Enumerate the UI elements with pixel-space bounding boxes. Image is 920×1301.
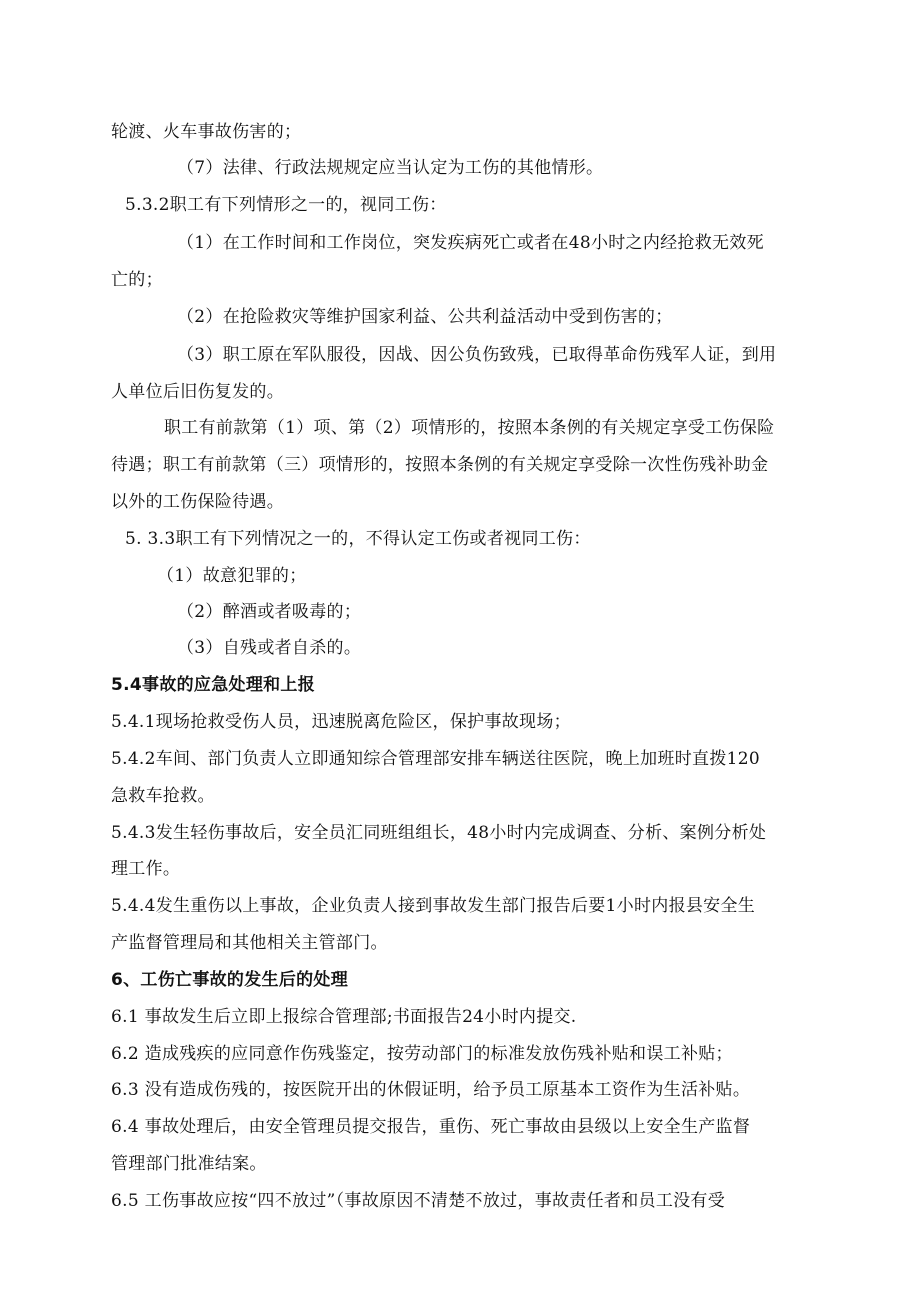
- text-line: 轮渡、火车事故伤害的；: [111, 122, 302, 142]
- text-line: 5.4.3发生轻伤事故后，安全员汇同班组组长，48小时内完成调查、分析、案例分析处: [111, 823, 767, 843]
- text-line: 6.5 工伤事故应按“四不放过”（事故原因不清楚不放过，事故责任者和员工没有受: [111, 1191, 726, 1211]
- text-line: 5.3.2职工有下列情形之一的，视同工伤：: [125, 195, 447, 215]
- text-line: 理工作。: [111, 859, 181, 879]
- text-line: 5.4.4发生重伤以上事故，企业负责人接到事故发生部门报告后要1小时内报县安全生: [111, 896, 756, 916]
- text-line: 6.2 造成残疾的应同意作伤残鉴定，按劳动部门的标准发放伤残补贴和误工补贴；: [111, 1044, 733, 1064]
- text-line: （2）醉酒或者吸毒的；: [177, 602, 362, 622]
- text-line: （2）在抢险救灾等维护国家利益、公共利益活动中受到伤害的；: [177, 307, 673, 327]
- text-line: 待遇；职工有前款第（三）项情形的，按照本条例的有关规定享受除一次性伤残补助金: [111, 455, 769, 475]
- text-line: 管理部门批准结案。: [111, 1154, 267, 1174]
- text-line: 急救车抢救。: [111, 786, 215, 806]
- text-line: 6.3 没有造成伤残的，按医院开出的休假证明，给予员工原基本工资作为生活补贴。: [111, 1080, 751, 1100]
- text-line: 5.4.2车间、部门负责人立即通知综合管理部安排车辆送往医院，晚上加班时直拨120: [111, 749, 761, 769]
- text-line: 亡的；: [111, 270, 163, 290]
- section-heading: 6、工伤亡事故的发生后的处理: [111, 970, 349, 990]
- text-line: 6.1 事故发生后立即上报综合管理部;书面报告24小时内提交.: [111, 1007, 577, 1027]
- text-line: 以外的工伤保险待遇。: [111, 492, 284, 512]
- text-line: 5.4.1现场抢救受伤人员，迅速脱离危险区，保护事故现场；: [111, 712, 571, 732]
- text-line: （7）法律、行政法规规定应当认定为工伤的其他情形。: [177, 158, 604, 178]
- text-line: 人单位后旧伤复发的。: [111, 382, 284, 402]
- text-line: 5. 3.3职工有下列情况之一的，不得认定工伤或者视同工伤：: [125, 529, 591, 549]
- text-line: （3）职工原在军队服役，因战、因公负伤致残，已取得革命伤残军人证，到用: [177, 345, 777, 365]
- text-line: 6.4 事故处理后，由安全管理员提交报告，重伤、死亡事故由县级以上安全生产监督: [111, 1117, 751, 1137]
- text-line: （1）故意犯罪的；: [157, 566, 307, 586]
- text-line: （1）在工作时间和工作岗位，突发疾病死亡或者在48小时之内经抢救无效死: [177, 233, 764, 253]
- text-line: （3）自残或者自杀的。: [177, 638, 362, 658]
- text-line: 产监督管理局和其他相关主管部门。: [111, 933, 388, 953]
- text-line: 职工有前款第（1）项、第（2）项情形的，按照本条例的有关规定享受工伤保险: [164, 418, 775, 438]
- section-heading: 5.4事故的应急处理和上报: [111, 675, 316, 695]
